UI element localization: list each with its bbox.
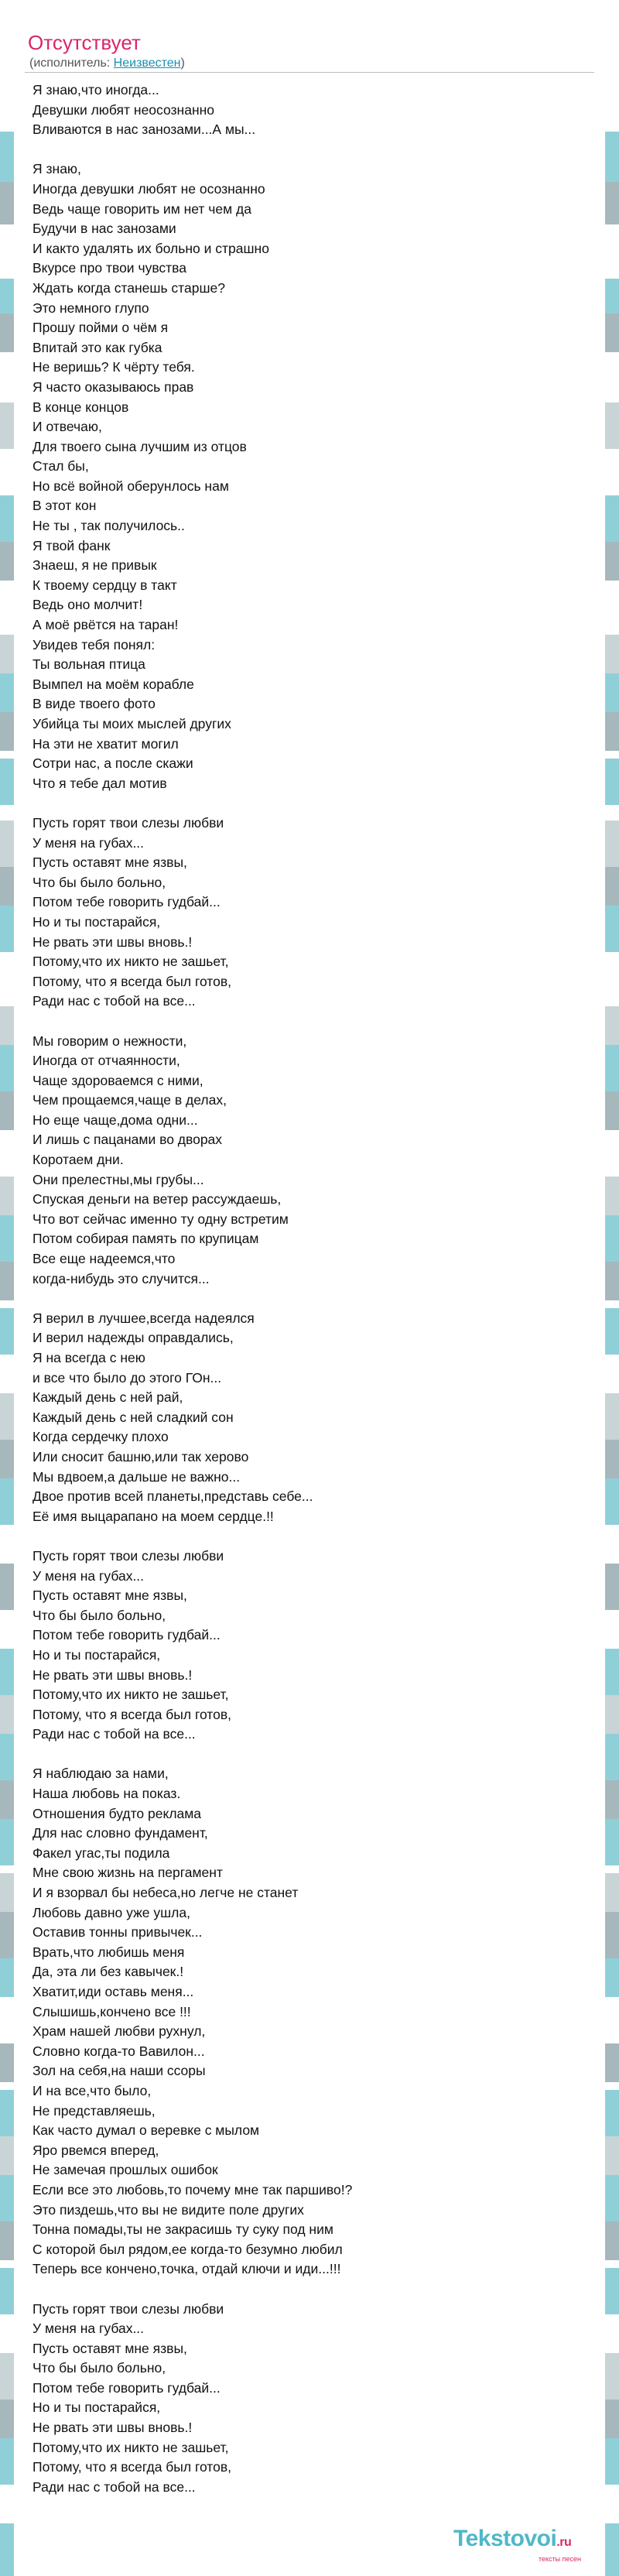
performer-prefix: (исполнитель: [29, 57, 114, 70]
lyric-line: Слышишь,кончено все !!! [32, 2003, 191, 2019]
lyric-line: Потому, что я всегда был готов, [32, 2459, 232, 2475]
lyric-line: Стал бы, [32, 458, 89, 474]
lyric-blank-line [32, 1745, 590, 1765]
lyric-line: Потому,что их никто не зашьет, [32, 1687, 229, 1703]
lyric-line: Потому, что я всегда был готов, [32, 1706, 232, 1722]
lyric-line: Врать,что любишь меня [32, 1944, 185, 1960]
logo-wordmark [453, 2526, 616, 2555]
lyric-line: Прошу пойми о чём я [32, 320, 169, 336]
lyric-line: Пусть оставят мне язвы, [32, 2340, 187, 2356]
lyric-line: Что вот сейчас именно ту одну встретим [32, 1211, 289, 1227]
lyric-line: Словно когда-то Вавилон... [32, 2043, 205, 2059]
lyric-line: И верил надежды оправдались, [32, 1330, 234, 1346]
logo-tagline: тексты песен [539, 2555, 582, 2563]
lyrics-text [32, 80, 590, 2497]
lyric-line: Не ты , так получилось.. [32, 518, 185, 534]
lyric-line: Впитай это как губка [32, 339, 162, 355]
performer-link[interactable]: Неизвестен [113, 57, 181, 70]
lyric-line: Что бы было больно, [32, 1607, 166, 1623]
lyric-line: Не представляешь, [32, 2102, 156, 2119]
lyric-line: Я знаю,что иногда... [32, 82, 159, 98]
logo-name: Tekstovoi [453, 2526, 557, 2551]
lyric-line: Будучи в нас занозами [32, 221, 176, 237]
lyric-line: Не рвать эти швы вновь.! [32, 933, 193, 950]
lyric-line: Мы вдвоем,а дальше не важно... [32, 1468, 241, 1485]
lyric-line: Чаще здороваемся с ними, [32, 1072, 203, 1088]
lyric-line: И както удалять их больно и страшно [32, 240, 269, 256]
lyric-line: Каждый день с ней рай, [32, 1389, 183, 1406]
lyric-line: Что я тебе дал мотив [32, 775, 167, 791]
lyric-line: Знаеш, я не привык [32, 557, 157, 574]
lyric-line: В виде твоего фото [32, 696, 156, 712]
lyric-line: Пусть оставят мне язвы, [32, 855, 187, 871]
lyric-line: В конце концов [32, 399, 129, 415]
lyric-line: Потому,что их никто не зашьет, [32, 2439, 229, 2455]
lyric-line: Наша любовь на показ. [32, 1786, 181, 1802]
lyric-line: Храм нашей любви рухнул, [32, 2023, 206, 2040]
lyric-line: и все что было до этого ГОн... [32, 1369, 222, 1386]
lyric-line: И отвечаю, [32, 419, 102, 435]
lyric-line: Ради нас с тобой на все... [32, 2478, 196, 2495]
lyric-line: Факел угас,ты подила [32, 1845, 170, 1861]
lyric-line: Я знаю, [32, 161, 81, 177]
lyric-line: Вымпел на моём корабле [32, 676, 194, 692]
lyric-line: Убийца ты моих мыслей других [32, 716, 231, 731]
lyric-line: Пусть оставят мне язвы, [32, 1588, 187, 1604]
lyric-line: В этот кон [32, 498, 97, 514]
lyric-line: Мне свою жизнь на пергамент [32, 1865, 223, 1881]
lyric-line: Каждый день с ней сладкий сон [32, 1409, 234, 1425]
performer-line [29, 56, 185, 71]
lyric-line: Они прелестны,мы грубы... [32, 1171, 204, 1187]
lyric-line: Не рвать эти швы вновь.! [32, 2420, 193, 2436]
lyric-line: Я на всегда с нею [32, 1350, 145, 1365]
lyric-line: Ведь оно молчит! [32, 597, 143, 613]
lyric-line: Оставив тонны привычек... [32, 1924, 203, 1941]
lyric-line: Как часто думал о веревке с мылом [32, 2122, 260, 2139]
lyric-line: У меня на губах... [32, 834, 145, 851]
lyric-line: Яро рвемся вперед, [32, 2142, 159, 2158]
lyric-line: Да, эта ли без кавычек.! [32, 1964, 184, 1980]
lyric-line: Потом тебе говорить гудбай... [32, 1627, 221, 1643]
lyric-line: Хватит,иди оставь меня... [32, 1984, 194, 1999]
lyric-line: Иногда от отчаянности, [32, 1053, 180, 1069]
lyric-line: Пусть горят твои слезы любви [32, 2300, 224, 2317]
lyric-blank-line [32, 1012, 590, 1032]
lyric-line: Потому,что их никто не зашьет, [32, 954, 229, 970]
lyric-blank-line [32, 1289, 590, 1309]
lyric-line: Я наблюдаю за нами, [32, 1766, 169, 1782]
lyric-line: когда-нибудь это случится... [32, 1270, 210, 1286]
lyric-line: На эти не хватит могил [32, 735, 179, 752]
header-divider [25, 72, 594, 73]
lyric-line: Ты вольная птица [32, 656, 145, 673]
lyric-line: Потом тебе говорить гудбай... [32, 2379, 221, 2396]
lyric-line: Ждать когда станешь старше? [32, 279, 225, 296]
lyric-line: Ведь чаще говорить им нет чем да [32, 200, 251, 217]
lyric-line: И на все,что было, [32, 2082, 152, 2098]
lyric-line: Для нас словно фундамент, [32, 1825, 208, 1841]
lyric-blank-line [32, 793, 590, 814]
lyric-line: Вкурсе про твои чувства [32, 260, 187, 276]
lyric-line: Я часто оказываюсь прав [32, 379, 194, 395]
lyric-line: Тонна помады,ты не закрасишь ту суку под ним [32, 2221, 333, 2238]
lyric-line: К твоему сердцу в такт [32, 577, 177, 593]
lyric-line: Ради нас с тобой на все... [32, 1726, 196, 1742]
lyric-line: Коротаем дни. [32, 1152, 124, 1168]
lyric-line: Пусть горят твои слезы любви [32, 1547, 224, 1564]
lyric-line: И лишь с пацанами во дворах [32, 1132, 223, 1148]
lyric-line: Не рвать эти швы вновь.! [32, 1667, 193, 1683]
lyric-line: Для твоего сына лучшим из отцов [32, 438, 247, 454]
lyric-line: Потому, что я всегда был готов, [32, 973, 232, 989]
lyric-line: С которой был рядом,ее когда-то безумно любил [32, 2241, 343, 2257]
lyric-line: Или сносит башню,или так херово [32, 1448, 249, 1464]
song-title: Отсутствует [28, 31, 141, 54]
lyric-line: Но и ты постарайся, [32, 913, 161, 930]
lyric-line: Чем прощаемся,чаще в делах, [32, 1092, 227, 1108]
lyric-line: Её имя выцарапано на моем сердце.!! [32, 1508, 274, 1524]
performer-suffix: ) [180, 57, 185, 70]
lyric-line: Иногда девушки любят не осознанно [32, 180, 265, 197]
lyric-line: Девушки любят неосознанно [32, 101, 215, 118]
lyric-line: Это немного глупо [32, 300, 149, 316]
lyric-line: Двое против всей планеты,представь себе... [32, 1488, 313, 1505]
lyric-line: Потом тебе говорить гудбай... [32, 894, 221, 910]
lyric-line: Что бы было больно, [32, 874, 166, 890]
lyric-line: Но всё войной оберунлось нам [32, 478, 229, 494]
lyric-line: Но еще чаще,дома одни... [32, 1112, 198, 1128]
lyric-line: Когда сердечку плохо [32, 1429, 169, 1445]
lyric-blank-line [32, 140, 590, 160]
lyric-line: А моё рвётся на таран! [32, 617, 179, 633]
site-logo[interactable] [453, 2526, 616, 2564]
lyric-line: Все еще надеемся,что [32, 1251, 176, 1267]
lyric-line: Теперь все кончено,точка, отдай ключи и иди...!!! [32, 2261, 341, 2277]
logo-tld: .ru [556, 2536, 572, 2549]
lyric-line: Спуская деньги на ветер рассуждаешь, [32, 1191, 282, 1208]
lyric-line: Отношения будто реклама [32, 1805, 202, 1821]
lyric-line: Но и ты постарайся, [32, 1646, 161, 1663]
lyric-line: Не замечая прошлых ошибок [32, 2162, 218, 2178]
lyric-line: Ради нас с тобой на все... [32, 993, 196, 1009]
lyric-line: Что бы было больно, [32, 2360, 166, 2376]
lyric-line: У меня на губах... [32, 2321, 145, 2337]
lyric-line: Пусть горят твои слезы любви [32, 814, 224, 831]
lyric-line: У меня на губах... [32, 1567, 145, 1584]
lyric-line: Я верил в лучшее,всегда надеялся [32, 1310, 255, 1326]
lyric-line: Любовь давно уже ушла, [32, 1904, 190, 1920]
lyric-line: Мы говорим о нежности, [32, 1033, 187, 1049]
lyric-line: Потом собирая память по крупицам [32, 1231, 259, 1247]
lyric-line: Это пиздешь,что вы не видите поле других [32, 2201, 304, 2218]
lyric-line: Я твой фанк [32, 537, 111, 553]
lyric-line: Сотри нас, а после скажи [32, 755, 193, 772]
content-panel [14, 0, 605, 2576]
lyric-blank-line [32, 1526, 590, 1547]
lyric-line: Зол на себя,на наши ссоры [32, 2063, 206, 2079]
lyric-line: И я взорвал бы небеса,но легче не станет [32, 1885, 299, 1901]
lyric-line: Увидев тебя понял: [32, 636, 156, 653]
lyric-line: Не веришь? К чёрту тебя. [32, 359, 195, 375]
lyric-line: Если все это любовь,то почему мне так паршиво!? [32, 2181, 353, 2197]
lyric-line: Но и ты постарайся, [32, 2400, 161, 2416]
lyric-blank-line [32, 2280, 590, 2300]
lyric-line: Вливаются в нас занозами...А мы... [32, 122, 256, 138]
